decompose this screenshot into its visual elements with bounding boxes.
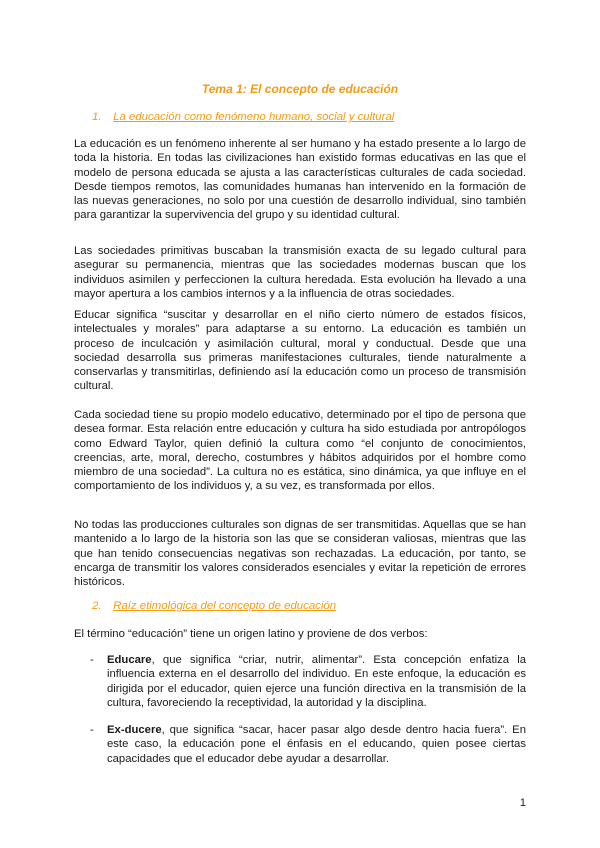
paragraph: La educación es un fenómeno inherente al ser humano y ha estado presente a lo largo de toda la historia. En todas las civilizaciones han existido formas educativas en las que el modelo de persona educada se ajusta a las características culturales de cada sociedad. Desde tiempos remotos, las comunidades humanas han intervenido en la formación de las nuevas generaciones, no solo por una cuestión de desarrollo individual, sino también para garantizar la supervivencia del grupo y su identidad cultural. xyxy=(74,138,526,222)
bullet-dash: - xyxy=(90,654,94,666)
bullet-text: , que significa “sacar, hacer pasar algo desde dentro hacia fuera”. En este caso, la educación pone el énfasis en el educando, quien posee ciertas capacidades que el educador debe ayudar a desarrollar. xyxy=(107,724,526,765)
paragraph: Las sociedades primitivas buscaban la transmisión exacta de su legado cultural para asegurar su permanencia, mientras que las sociedades modernas buscan que los individuos asimilen y perfeccionen la cultura heredada. Esta evolución ha llevado a una mayor apertura a los cambios internos y a la influencia de otras sociedades. xyxy=(74,245,526,300)
section-title: Raíz etimológica del concepto de educación xyxy=(113,600,337,612)
bullet-term: Ex-ducere xyxy=(107,724,162,736)
paragraph: Educar significa “suscitar y desarrollar en el niño cierto número de estados físicos, intelectuales y morales” para adaptarse a su entorno. La educación es también un proceso de inculcación y asimilación cultural, moral y conductual. Desde que una sociedad desarrolla sus primeras manifestaciones culturales, tiende naturalmente a conservarlas y transmitirlas, definiendo así la educación como un proceso de transmisión cultural. xyxy=(74,309,526,393)
section-heading-2 xyxy=(92,600,336,612)
section-number: 2. xyxy=(92,600,102,612)
page-number: 1 xyxy=(519,797,526,809)
bullet-list xyxy=(90,723,526,766)
bullet-dash: - xyxy=(90,724,94,736)
paragraph: El término “educación” tiene un origen latino y proviene de dos verbos: xyxy=(74,628,428,640)
paragraph: Cada sociedad tiene su propio modelo educativo, determinado por el tipo de persona que desea formar. Esta relación entre educación y cultura ha sido estudiada por antropólogos como Edward Taylor, quien definió la cultura como “el conjunto de conocimientos, creencias, arte, moral, derecho, costumbres y hábitos adquiridos por el hombre como miembro de una sociedad”. La cultura no es estática, sino dinámica, ya que influye en el comportamiento de los individuos y, a su vez, es transformada por ellos. xyxy=(74,409,526,493)
section-title: La educación como fenómeno humano, social y cultural xyxy=(113,111,395,123)
bullet-text: , que significa “criar, nutrir, alimentar”. Esta concepción enfatiza la influencia externa en el desarrollo del individuo. En este enfoque, la educación es dirigida por el educador, quien ejerce una función directiva en la transmisión de la cultura, favoreciendo la receptividad, la autoridad y la disciplina. xyxy=(107,654,526,709)
section-heading-1 xyxy=(92,111,394,123)
bullet-list xyxy=(90,653,526,710)
list-item xyxy=(90,653,526,710)
document-title: Tema 1: El concepto de educación xyxy=(201,82,399,96)
section-number: 1. xyxy=(92,111,102,123)
paragraph: No todas las producciones culturales son dignas de ser transmitidas. Aquellas que se han mantenido a lo largo de la historia son las que se consideran valiosas, mientras que las que han tenido consecuencias negativas son rechazadas. La educación, por tanto, se encarga de transmitir los valores considerados esenciales y evitar la repetición de errores históricos. xyxy=(74,519,526,589)
list-item xyxy=(90,723,526,766)
bullet-term: Educare xyxy=(107,654,152,666)
